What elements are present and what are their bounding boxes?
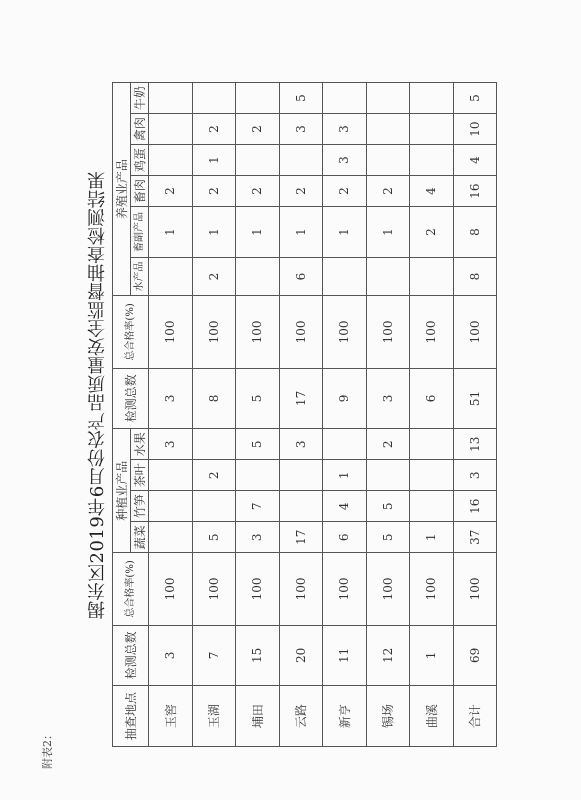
header-total-plant: 检测总数 [113,625,149,686]
cell-t2: 5 [236,368,280,429]
header-poultry: 禽肉 [131,114,149,145]
cell-pl: 2 [192,114,236,145]
cell-fruit: 5 [236,429,280,460]
cell-by: 1 [323,207,367,258]
cell-milk: 5 [279,83,323,114]
cell-loc: 云路 [279,686,323,747]
cell-tea [410,460,454,491]
cell-egg [366,145,410,176]
header-vegetables: 蔬菜 [131,522,149,553]
table-header-row [113,83,131,747]
cell-lv: 2 [366,176,410,207]
cell-r2: 100 [323,296,367,368]
cell-aq [323,257,367,295]
cell-bam [192,491,236,522]
header-rate-animal: 总合格率(%) [113,296,149,368]
cell-t2: 3 [366,368,410,429]
cell-milk [149,83,193,114]
cell-egg [236,145,280,176]
cell-r1: 100 [279,553,323,625]
cell-pl [366,114,410,145]
cell-t2: 9 [323,368,367,429]
cell-fruit [192,429,236,460]
cell-egg: 1 [192,145,236,176]
cell-milk [236,83,280,114]
cell-aq [149,257,193,295]
cell-pl: 3 [279,114,323,145]
table-row [236,83,280,747]
cell-r2: 100 [279,296,323,368]
cell-bam [149,491,193,522]
cell-r2: 100 [192,296,236,368]
cell-t2: 8 [192,368,236,429]
cell-bam: 5 [366,491,410,522]
cell-pl: 10 [453,114,497,145]
cell-lv: 4 [410,176,454,207]
table-row [410,83,454,747]
cell-milk [323,83,367,114]
cell-egg [149,145,193,176]
header-animal-products: 养殖业产品 [113,83,131,296]
cell-t1: 3 [149,625,193,686]
cell-lv: 2 [149,176,193,207]
cell-by: 8 [453,207,497,258]
cell-tea: 3 [453,460,497,491]
cell-fruit [410,429,454,460]
table-row [453,83,497,747]
cell-tea [366,460,410,491]
cell-egg [279,145,323,176]
table-row [279,83,323,747]
cell-pl [149,114,193,145]
cell-veg: 5 [366,522,410,553]
cell-bam: 7 [236,491,280,522]
header-fruit: 水果 [131,429,149,460]
cell-tea [236,460,280,491]
cell-by: 1 [149,207,193,258]
cell-by: 2 [410,207,454,258]
cell-lv: 2 [236,176,280,207]
cell-egg: 3 [323,145,367,176]
header-eggs: 鸡蛋 [131,145,149,176]
header-rate-plant: 总合格率(%) [113,553,149,625]
cell-veg: 1 [410,522,454,553]
cell-loc: 锡场 [366,686,410,747]
cell-pl: 2 [236,114,280,145]
table-row [323,83,367,747]
cell-veg [149,522,193,553]
cell-milk: 5 [453,83,497,114]
cell-fruit: 3 [149,429,193,460]
cell-by: 1 [366,207,410,258]
header-total-animal: 检测总数 [113,368,149,429]
cell-lv: 16 [453,176,497,207]
cell-tea: 1 [323,460,367,491]
cell-loc: 埔田 [236,686,280,747]
cell-fruit: 13 [453,429,497,460]
cell-r1: 100 [192,553,236,625]
cell-bam: 16 [453,491,497,522]
cell-tea [149,460,193,491]
cell-loc: 玉湖 [192,686,236,747]
header-milk: 牛奶 [131,83,149,114]
cell-by: 1 [279,207,323,258]
header-byproduct: 畜副产品 [131,207,149,258]
cell-milk [192,83,236,114]
cell-r1: 100 [323,553,367,625]
page-title: 揭东区2019年6月份农产品质量安全监督抽查检测结果 [87,170,108,620]
header-bamboo: 竹笋 [131,491,149,522]
cell-veg: 37 [453,522,497,553]
cell-veg: 3 [236,522,280,553]
table-row [192,83,236,747]
cell-r1: 100 [453,553,497,625]
cell-loc: 玉窖 [149,686,193,747]
cell-r2: 100 [366,296,410,368]
cell-milk [366,83,410,114]
cell-by: 1 [236,207,280,258]
results-table [112,82,497,747]
cell-veg: 5 [192,522,236,553]
cell-r1: 100 [410,553,454,625]
cell-r2: 100 [236,296,280,368]
cell-r2: 100 [149,296,193,368]
cell-aq [366,257,410,295]
cell-loc: 合计 [453,686,497,747]
cell-fruit [323,429,367,460]
cell-t1: 69 [453,625,497,686]
cell-t2: 6 [410,368,454,429]
cell-lv: 2 [192,176,236,207]
cell-veg: 6 [323,522,367,553]
cell-t1: 11 [323,625,367,686]
header-plant-products: 种植业产品 [113,429,131,553]
cell-t2: 17 [279,368,323,429]
cell-t1: 7 [192,625,236,686]
header-location: 抽查地点 [113,686,149,747]
cell-loc: 新亨 [323,686,367,747]
cell-aq: 2 [192,257,236,295]
cell-lv: 2 [323,176,367,207]
cell-aq [236,257,280,295]
cell-t1: 15 [236,625,280,686]
header-livestock-meat: 畜肉 [131,176,149,207]
attachment-note: 附表2： [41,729,54,769]
results-table-wrapper [112,82,497,747]
cell-egg: 4 [453,145,497,176]
cell-fruit: 2 [366,429,410,460]
cell-bam: 4 [323,491,367,522]
cell-bam [279,491,323,522]
table-row [366,83,410,747]
cell-r2: 100 [453,296,497,368]
cell-lv: 2 [279,176,323,207]
cell-t1: 12 [366,625,410,686]
header-aquatic: 水产品 [131,257,149,295]
cell-loc: 曲溪 [410,686,454,747]
cell-r1: 100 [366,553,410,625]
cell-bam [410,491,454,522]
cell-aq: 8 [453,257,497,295]
table-row [149,83,193,747]
header-tea: 茶叶 [131,460,149,491]
cell-veg: 17 [279,522,323,553]
cell-pl [410,114,454,145]
cell-fruit: 3 [279,429,323,460]
cell-milk [410,83,454,114]
cell-r1: 100 [236,553,280,625]
cell-r2: 100 [410,296,454,368]
cell-tea [279,460,323,491]
cell-t2: 51 [453,368,497,429]
cell-t1: 20 [279,625,323,686]
cell-aq [410,257,454,295]
cell-egg [410,145,454,176]
cell-tea: 2 [192,460,236,491]
cell-pl: 3 [323,114,367,145]
cell-by: 1 [192,207,236,258]
cell-r1: 100 [149,553,193,625]
cell-t2: 3 [149,368,193,429]
cell-t1: 1 [410,625,454,686]
cell-aq: 6 [279,257,323,295]
